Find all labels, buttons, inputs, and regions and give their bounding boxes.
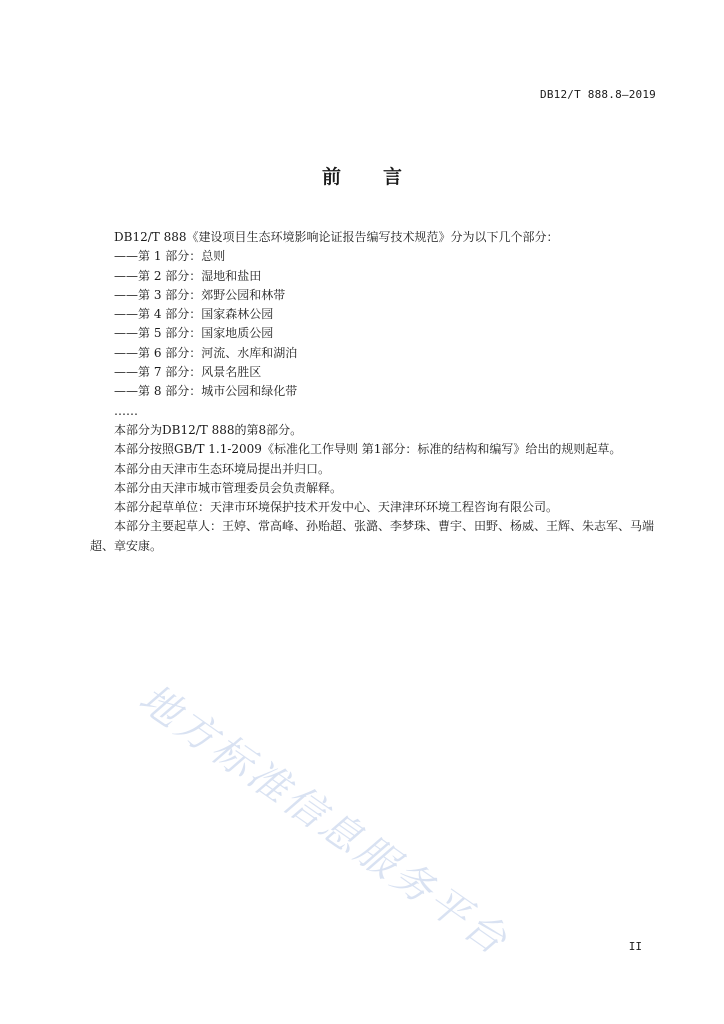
page-title: 前言 <box>321 166 444 188</box>
part-item-5: ——第 5 部分：国家地质公园 <box>114 326 274 341</box>
statement-drafting-units: 本部分起草单位：天津市环境保护技术开发中心、天津津环环境工程咨询有限公司。 <box>114 500 559 515</box>
statement-interpreter: 本部分由天津市城市管理委员会负责解释。 <box>114 480 343 495</box>
page-number: II <box>628 940 642 953</box>
intro-paragraph: DB12/T 888《建设项目生态环境影响论证报告编写技术规范》分为以下几个部分： <box>114 230 559 244</box>
statement-drafting-rules: 本部分按照GB/T 1.1-2009《标准化工作导则 第1部分：标准的结构和编写》给出的规则起草。 <box>114 442 622 457</box>
part-item-3: ——第 3 部分：郊野公园和林带 <box>114 287 286 302</box>
part-item-8: ——第 8 部分：城市公园和绿化带 <box>114 384 298 399</box>
part-item-4: ——第 4 部分：国家森林公园 <box>114 307 274 322</box>
part-item-7: ——第 7 部分：风景名胜区 <box>114 365 262 380</box>
statement-part-number: 本部分为DB12/T 888的第8部分。 <box>114 422 303 437</box>
document-code: DB12/T 888.8—2019 <box>540 88 656 101</box>
ellipsis: …… <box>114 403 138 418</box>
document-body <box>90 228 670 556</box>
watermark: 地方标准信息服务平台 <box>130 675 518 966</box>
statement-drafters <box>66 517 656 556</box>
part-item-6: ——第 6 部分：河流、水库和湖泊 <box>114 345 298 360</box>
part-item-1: ——第 1 部分：总则 <box>114 249 226 264</box>
part-item-2: ——第 2 部分：湿地和盐田 <box>114 268 262 283</box>
drafters-text: 本部分主要起草人：王婷、常高峰、孙贻超、张潞、李梦珠、曹宇、田野、杨威、王辉、朱志军、马端超、章安康。 <box>90 519 655 553</box>
statement-proposer: 本部分由天津市生态环境局提出并归口。 <box>114 461 331 476</box>
